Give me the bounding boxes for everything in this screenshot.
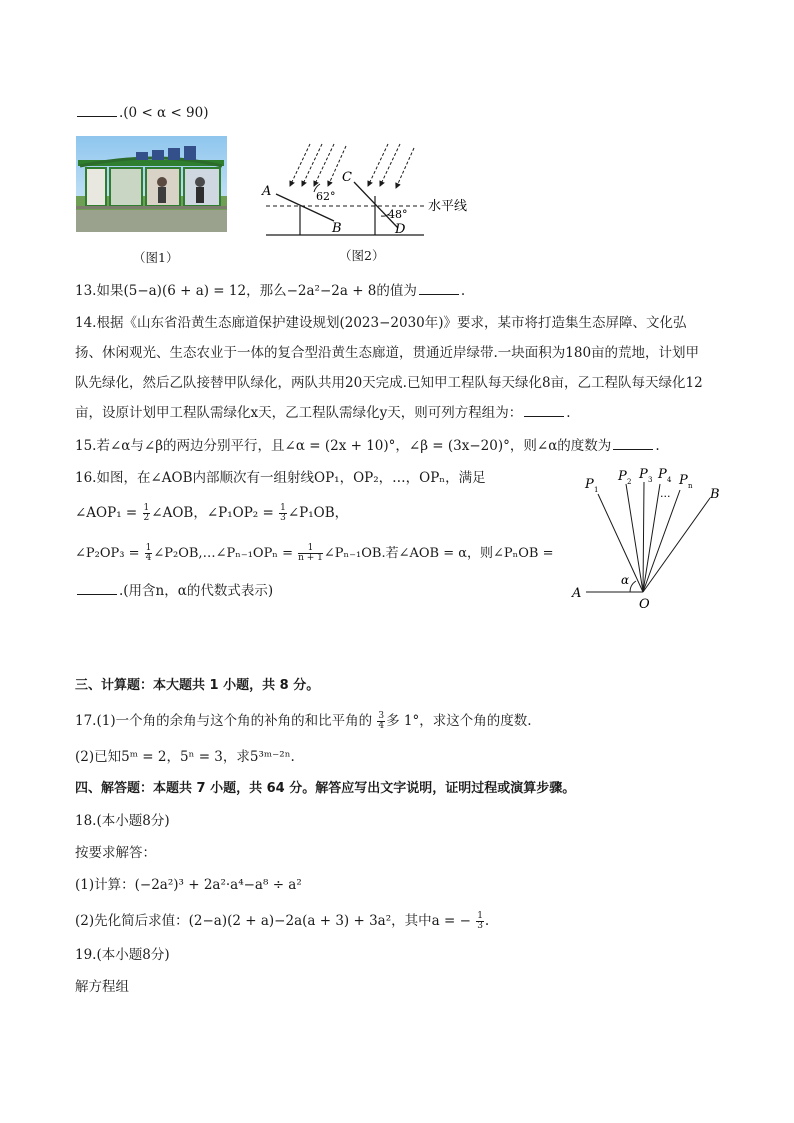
question-13: 13.如果(5−a)(6 + a) = 12，那么−2a²−2a + 8的值为 .	[75, 283, 466, 299]
label-p1: P	[585, 477, 594, 492]
label-pn: P	[679, 473, 688, 488]
svg-text:3: 3	[648, 476, 653, 484]
fraction: $\frac{1}{4}$	[145, 543, 152, 563]
question-17-part2: (2)已知5ᵐ = 2，5ⁿ = 3，求5³ᵐ⁻²ⁿ.	[75, 749, 295, 765]
question-18-part1: (1)计算：(−2a²)³ + 2a²·a⁴−a⁸ ÷ a²	[75, 877, 302, 893]
question-18-intro: 按要求解答：	[75, 845, 156, 861]
question-18-part2: (2)先化简后求值：(2−a)(2 + a)−2a(a + 3) + 3a²，其中a = − $\frac{1}{3}$ .	[75, 911, 490, 931]
fraction: $\frac{1}{n + 1}$	[298, 543, 323, 563]
answer-blank	[77, 582, 117, 595]
question-16-line1: 16.如图，在∠AOB内部顺次有一组射线OP₁，OP₂，…，OPₙ，满足	[75, 470, 486, 486]
label-p3: P	[639, 467, 648, 482]
svg-text:2: 2	[627, 478, 632, 486]
label-p2: P	[618, 469, 627, 484]
question-15: 15.若∠α与∠β的两边分别平行，且∠α = (2x + 10)°，∠β = (3x−20)°，则∠α的度数为 .	[75, 438, 660, 454]
label-c: C	[342, 170, 352, 185]
question-14-line1: 14.根据《山东省沿黄生态廊道保护建设规划(2023−2030年)》要求，某市将打造集生态屏障、文化弘	[75, 315, 687, 331]
label-a: A	[572, 586, 582, 601]
label-b: B	[710, 487, 720, 502]
question-19-head: 19.(本小题8分)	[75, 947, 170, 963]
horizon-label: 水平线	[428, 199, 468, 214]
fraction: $\frac{1}{3}$	[477, 911, 483, 931]
label-d: D	[395, 222, 406, 237]
question-14-line3: 队先绿化，然后乙队接替甲队绿化，两队共用20天完成.已知甲工程队每天绿化8亩，乙工程队每天绿化12	[75, 375, 703, 391]
svg-text:4: 4	[667, 476, 672, 484]
question-18-head: 18.(本小题8分)	[75, 813, 170, 829]
angle-48-label: 48°	[388, 208, 408, 221]
section4-title: 四、解答题：本题共 7 小题，共 64 分。解答应写出文字说明，证明过程或演算步骤。	[75, 781, 576, 796]
bus-shelter-photo	[76, 136, 227, 232]
fraction: $\frac{1}{3}$	[280, 503, 286, 523]
question-14-line4: 亩，设原计划甲工程队需绿化x天，乙工程队需绿化y天，则可列方程组为： .	[75, 405, 571, 421]
question-16-line2: ∠AOP₁ = $\frac{1}{2}$ ∠AOB，∠P₁OP₂ = $\frac{1}{3}$ ∠P₁OB，	[75, 503, 349, 523]
figure-q16-rays	[568, 462, 728, 612]
answer-blank	[613, 437, 653, 450]
question-16-line4: .(用含n，α的代数式表示)	[75, 582, 273, 600]
fraction: $\frac{3}{4}$	[378, 711, 385, 731]
q12-tail: .(0 < α < 90)	[75, 104, 209, 122]
svg-text:n: n	[688, 482, 693, 490]
answer-blank	[77, 104, 117, 117]
question-17-part1: 17.(1)一个角的余角与这个角的补角的和比平角的 $\frac{3}{4}$ 多 1°，求这个角的度数.	[75, 711, 532, 731]
question-14-line2: 扬、休闲观光、生态农业于一体的复合型沿黄生态廊道，贯通近岸绿带.一块面积为180亩的荒地，计划甲	[75, 345, 700, 361]
fraction: $\frac{1}{2}$	[143, 503, 150, 523]
label-alpha: α	[621, 573, 630, 587]
section3-title: 三、计算题：本大题共 1 小题，共 8 分。	[75, 678, 320, 693]
svg-text:1: 1	[594, 486, 599, 494]
label-a: A	[262, 184, 272, 199]
question-19-intro: 解方程组	[75, 979, 129, 995]
ellipsis: ···	[660, 490, 671, 503]
answer-blank	[419, 282, 459, 295]
figure1-caption: （图1）	[133, 250, 179, 265]
label-p4: P	[658, 467, 667, 482]
answer-blank	[524, 404, 564, 417]
figure2-caption: （图2）	[339, 248, 385, 263]
label-b: B	[332, 221, 342, 236]
figure2-diagram	[256, 140, 486, 240]
label-o: O	[639, 597, 650, 612]
question-16-line3: ∠P₂OP₃ = $\frac{1}{4}$ ∠P₂OB,…∠Pₙ₋₁OPₙ = $\frac{1}{n + 1}$ ∠Pₙ₋₁OB.若∠AOB = α，则∠PₙOB =	[75, 543, 554, 563]
angle-62-label: 62°	[316, 190, 336, 203]
